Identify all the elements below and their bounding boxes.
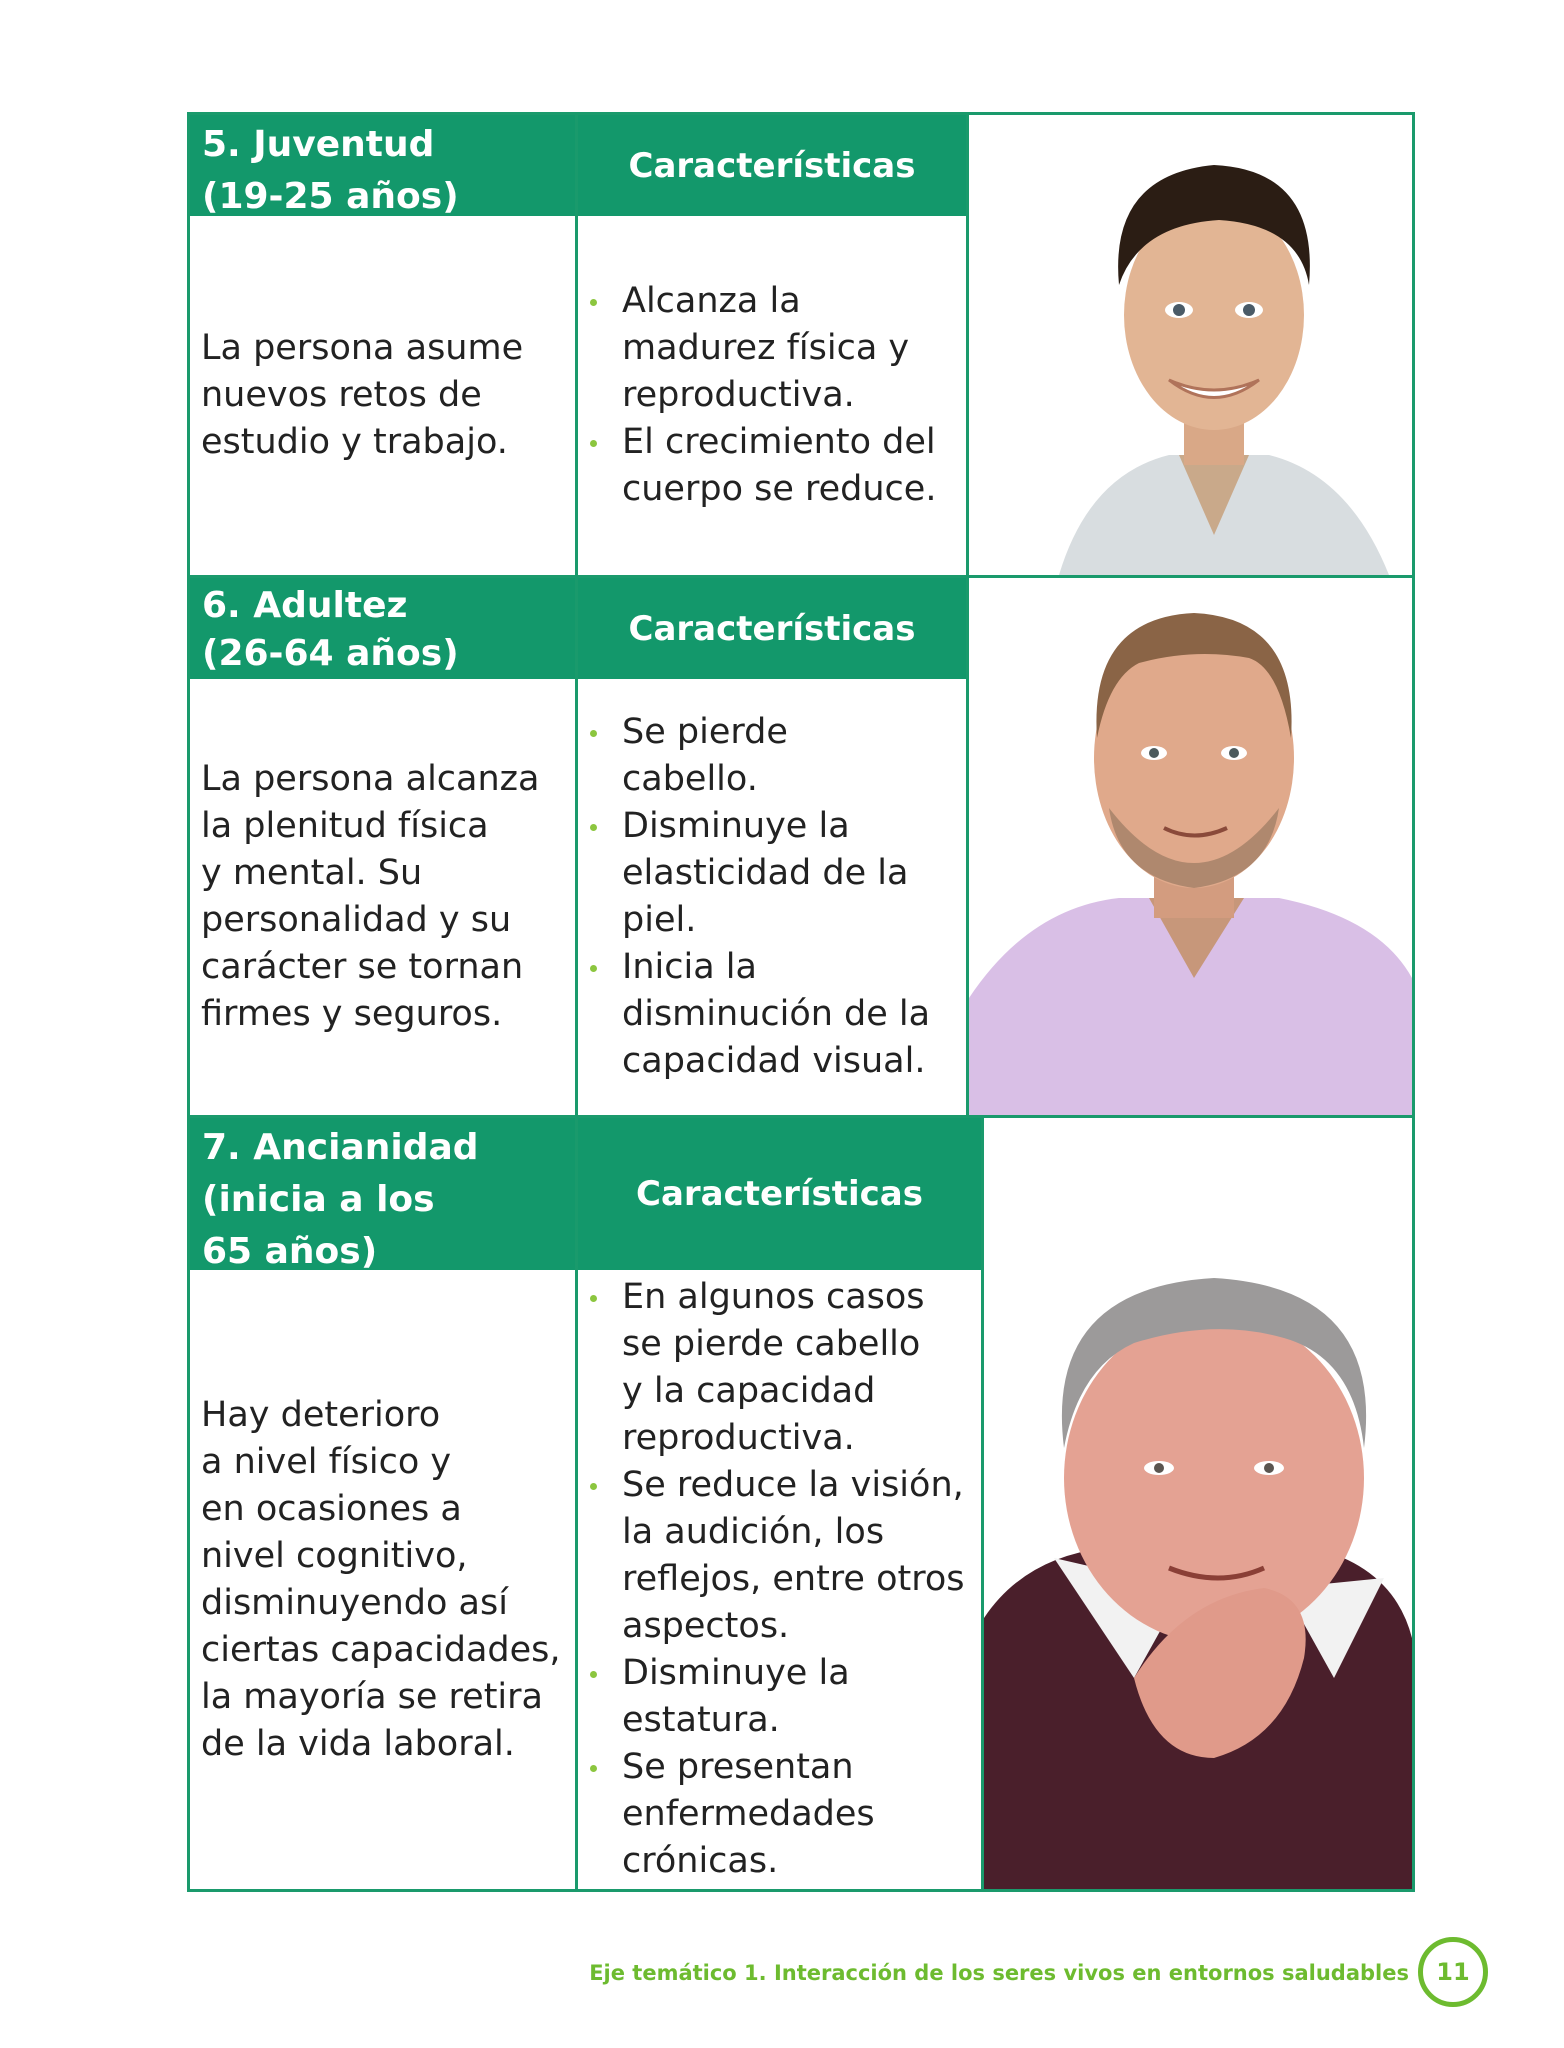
description-text: Hay deterioro a nivel físico y en ocasiones a nivel cognitivo, disminuyendo así ciertas capacidades, la mayoría se retira de la vida laboral. — [201, 1394, 561, 1764]
section-ancianidad — [190, 1118, 1412, 1889]
adult-man-illustration — [969, 578, 1412, 1115]
stage-header: 5. Juventud (19-25 años) — [190, 115, 575, 216]
stage-description — [190, 679, 575, 1115]
characteristics-header: Características — [578, 1118, 981, 1270]
young-man-photo — [969, 115, 1412, 575]
description-text: La persona alcanza la plenitud física y mental. Su personalidad y su carácter se tornan firmes y seguros. — [201, 759, 540, 1034]
bullet-list — [578, 278, 936, 513]
list-item: Disminuye la estatura. — [622, 1650, 964, 1744]
list-item: Inicia la disminución de la capacidad visual. — [622, 944, 930, 1085]
characteristics-list — [578, 1270, 981, 1889]
stage-header: 7. Ancianidad (inicia a los 65 años) — [190, 1118, 575, 1270]
stage-header: 6. Adultez (26-64 años) — [190, 578, 575, 679]
section-juventud — [190, 115, 1412, 578]
list-item: En algunos casos se pierde cabello y la capacidad reproductiva. — [622, 1274, 964, 1462]
footer-title: Eje temático 1. Interacción de los seres vivos en entornos saludables — [589, 1961, 1409, 1985]
characteristics-header: Características — [578, 578, 966, 679]
life-stages-table — [187, 112, 1415, 1892]
characteristics-list — [578, 679, 966, 1115]
list-item: El crecimiento del cuerpo se reduce. — [622, 419, 936, 513]
list-item: Se reduce la visión, la audición, los reflejos, entre otros aspectos. — [622, 1462, 964, 1650]
elderly-man-photo — [984, 1118, 1412, 1889]
characteristics-header: Características — [578, 115, 966, 216]
section-adultez — [190, 578, 1412, 1118]
bullet-list — [578, 709, 930, 1085]
stage-description — [190, 1270, 575, 1889]
young-man-illustration — [969, 115, 1412, 575]
characteristics-list — [578, 216, 966, 575]
description-text: La persona asume nuevos retos de estudio y trabajo. — [201, 328, 524, 462]
bullet-list — [578, 1274, 964, 1885]
list-item: Disminuye la elasticidad de la piel. — [622, 803, 930, 944]
adult-man-photo — [969, 578, 1412, 1115]
list-item: Se pierde cabello. — [622, 709, 930, 803]
page-number: 11 — [1418, 1937, 1488, 2007]
stage-description — [190, 216, 575, 575]
list-item: Se presentan enfermedades crónicas. — [622, 1744, 964, 1885]
list-item: Alcanza la madurez física y reproductiva. — [622, 278, 936, 419]
elderly-man-illustration — [984, 1118, 1412, 1889]
